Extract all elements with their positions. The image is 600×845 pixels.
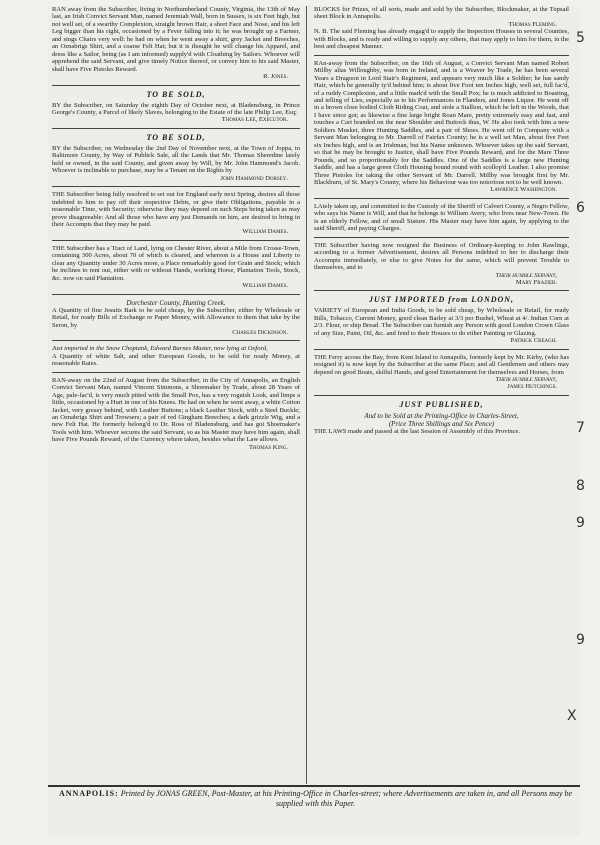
ad-signature: R. Jones. (263, 73, 288, 81)
ad-body: VARIETY of European and India Goods, to be sold cheap, by Wholesale or Retail, for ready Bills, Tobacco, Current Money, good clean Barley at 3/3 per Bushel, Wheat at 4/. Indian Corn at 2/3. Flour, or ship Bread. The Subscriber can furnish any Person with good London Crown Glass of any Size, Paint, Oil, &c. and fend to their Houses to do either Painting or Glazing. (314, 307, 569, 337)
ad-runaway-robert-millby (314, 60, 569, 194)
ad-imported-goods (314, 295, 569, 344)
imprint-footer (58, 789, 573, 808)
ad-heading: JUST PUBLISHED, (399, 399, 484, 409)
ad-signature: Thomas Fleming. (508, 20, 557, 28)
ad-ferry (314, 354, 569, 391)
margin-mark: 7 (576, 420, 585, 436)
margin-mark: 5 (576, 30, 585, 46)
ad-closing: Their humble Servant, (495, 376, 557, 384)
ad-line2: (Price Three Shillings and Six Pence) (388, 419, 495, 428)
ad-white-salt (52, 345, 300, 367)
ad-frazier-ordinary (314, 242, 569, 287)
divider (314, 395, 569, 396)
ad-note: N. B. The said Fleming has already engag'd to supply the Inspection Houses in several Counties, with Blocks, and is ready and willing to supply any others, that may apply to him for them, in the best and cheapest Manner. (314, 28, 569, 51)
ad-negro-fellow-taken-up (314, 203, 569, 233)
footer-rule (48, 785, 580, 787)
divider (52, 128, 300, 129)
ad-body: THE Subscriber having now resigned the Business of Ordinary-keeping to John Rawlings, according to a former Advertisement, desires all Persons indebted to her to discharge their Accompts immediately, or else to give Notes for the same, which will prevent Trouble to themselves, and to (314, 241, 569, 272)
ad-heading: TO BE SOLD, (146, 89, 206, 99)
ad-heading: TO BE SOLD, (146, 132, 206, 142)
ad-line1: And to be Sold at the Printing-Office in Charles-Street, (364, 411, 519, 420)
ad-signature: James Hutchings. (507, 383, 557, 391)
ad-dames-land (52, 245, 300, 290)
margin-mark: 9 (576, 632, 585, 648)
newspaper-page (48, 6, 580, 836)
ad-runaway-jeremiah-wall (52, 6, 300, 81)
ad-signature: John Hammond Dorsey. (220, 174, 288, 182)
ad-signature: Thomas King. (249, 443, 288, 451)
ad-body: THE Subscriber has a Tract of Land, lying on Chester River, about a Mile from Crosse-Town, containing 300 Acres, about 70 of which is cleared, and whereon is a House and Liberty to clear any Quantity under 30 Acres more, a Place remarkably good for Grain and Stock; which he inclines to rent out, either with or without Hands, working Horse, Plantation Tools, Stock, &c. now on said Plantation. (52, 244, 300, 282)
margin-mark: 8 (576, 478, 585, 494)
ad-signature: William Dames. (242, 282, 288, 290)
column-rule (306, 6, 307, 784)
divider (52, 340, 300, 341)
margin-mark: X (567, 708, 577, 724)
divider (52, 85, 300, 86)
ad-body: A Quantity of white Salt, and other European Goods, to be sold for ready Money, at reasonable Rates. (52, 352, 300, 368)
ad-body: BY the Subscriber, on Saturday the eighth Day of October next, at Bladensburg, in Prince George's County, a Parcel of likely Slaves, belonging to the Estate of the late Philip Lee, Esq; (52, 101, 300, 116)
ad-body: A Quantity of fine Jesuits Bark to be sold cheap, by the Subscriber, either by Wholesale or Retail, for ready Bills of Exchange or Paper Money, with Allowance to them that take by the Seron, by (52, 306, 300, 329)
ad-signature: Patrick Creagh. (510, 337, 557, 345)
margin-mark: 6 (576, 200, 585, 216)
divider (52, 186, 300, 187)
ad-intro: Just imported in the Snow Choptank, Edward Barnes Master, now lying at Oxford, (52, 345, 268, 353)
ad-dames-debts (52, 191, 300, 236)
imprint-text: Printed by JONAS GREEN, Post-Master, at his Printing-Office in Charles-street; where Advertisements are taken in, and all Persons may be supplied with this Paper. (120, 789, 573, 808)
divider (314, 290, 569, 291)
ad-slaves-sale (52, 90, 300, 124)
right-column (314, 6, 569, 438)
divider (52, 240, 300, 241)
ad-body: RAN away from the Subscriber, living in Northumberland County, Virginia, the 13th of May last, an Irish Convict Servant Man, named Jeremiah Wall, born in Sussex, is six Feet high, but not well set, of a swarthy Complexion, straight brown Hair, a short Face and Nose, and his left Leg bigger than his right, occasioned by a Fever falling into it; he was brought up a Farmer, and sings Chairs very well: he had on when he went away a shirt, grey Jacket and Breeches, an Oznabrigs Shirt, and a coarse Felt Hat; but it is thought he will change his Apparel, and dress like a Sailor, being (as I am informed) supply'd with Cloathing by Sailors. Whoever will apprehend the said Servant, and give timely Notice thereof, or convey him to his said Master, shall have Five Pistoles Reward. (52, 6, 300, 73)
ad-signature: Charles Dickinson. (232, 328, 288, 336)
divider (314, 55, 569, 56)
ad-signature: William Dames. (242, 228, 288, 236)
ad-body: BY the Subscriber, on Wednesday the 2nd Day of November next, at the Town of Joppa, in Baltimore County, by Way of Publick Sale, all the Lands that Mr. Thomas Sheredine lately held or owned, in the said County, and given away by Will, by Mr. John Hammond's Jacob. Whoever is inclinable to purchase, may be a Tenant on the Rights by (52, 144, 300, 175)
ad-heading: JUST IMPORTED from LONDON, (368, 295, 515, 305)
ad-body: THE Ferry across the Bay, from Kent Island to Annapolis, formerly kept by Mr. Kirby, (who has resigned it) is now kept by the Subscriber at the same Place; and all Gentlemen and others may depend on good Boats, skilful Hands, and good Entertainment for themselves and Horses, from (314, 353, 569, 376)
ad-body: LAtely taken up, and committed to the Custody of the Sheriff of Calvert County, a Negro Fellow, who says his Name is Will, and that he belongs to William Avery, who lives near New-Town. He is an elderly Fellow, and of small Stature. His Master may have him again, by applying to the said Sheriff, and paying Charges. (314, 202, 569, 233)
ad-body: BLOCKS for Prizes, of all sorts, made and sold by the Subscriber, Blockmaker, at the Topsail sheet Block in Annapolis. (314, 6, 569, 21)
ad-runaway-vincent-simmons (52, 377, 300, 452)
ad-body: RAn-away from the Subscriber, on the 16th of August, a Convict Servant Man named Robert Millby alias Willoughby, was born in Ireland, and is a Weaver by Trade, he has been several Years a Dragoon in Lord Stair's Regiment, and appears very much like a Soldier; he has sandy Hair, which he generally ty'd behind him; is about five Foot ten Inches high, well set, full fac'd, of a ruddy Complexion, and a little mark'd with the Small Pox; he is much addicted to Boasting, and telling of Lies, especially as to his Performances in Flanders, and Jones Liquor. He went off in a brown close bodied Cloth Riding Coat, and stole a Stallion, which he left in the Woods, that I have since got; as likewise a fine large bright Roan Mare, pretty extremely easy and fast, and touches a Cart branded on the near Shoulder and Buttock thus, W. He also took with him a new Soldiers Musket, three Hunting Saddles, and a pair of Shoes. He went off in Company with a Servant Man belonging to Mr. Darrell of Fairfax County; he is a well set Man, about five Feet six Inches high, and is an Irishman, but his Name unknown. Whoever takes up the said Servant, so that he may be brought to Justice, shall have Five Pounds Reward, and for the Mare Three Pounds, and so proportionably for the Saddles. One of the Saddles is a large new Hunting Saddle, and has a large green Cloth Housing bound round with scollop'd Leather. I also promise Three Pistoles for taking the other Servant of Mr. Darrell. Millby was brought first by Mr. Blackburn, of St. Mary's County, where his Behaviour was too notorious not to be well known. (314, 59, 569, 186)
ad-location: Dorchester County, Hunting Creek. (126, 298, 226, 307)
ad-closing: Their humble Servant, (495, 271, 557, 279)
margin-mark: 9 (576, 515, 585, 531)
ad-laws-published (314, 400, 569, 435)
ad-blocks-fleming (314, 6, 569, 51)
divider (314, 349, 569, 350)
ad-jesuits-bark (52, 299, 300, 337)
ad-signature: Mary Frazier. (515, 278, 557, 286)
divider (52, 294, 300, 295)
ad-body: THE LAWS made and passed at the last Session of Assembly of this Province. (314, 427, 521, 435)
ad-body: THE Subscriber being fully resolved to set out for England early next Spring, desires all those indebted to him to pay off their respective Debts, or give their Obligations, payable in a reasonable Time, with Security; otherwise they may depend on such Steps being taken as may prove disagreeable: And all those who have any just Demands on him, are desired to bring in their Accompts that they may be paid. (52, 191, 300, 228)
imprint-lead: ANNAPOLIS: (58, 789, 119, 798)
ad-body: RAN-away on the 22nd of August from the Subscriber, in the City of Annapolis, an English Convict Servant Man, named Vincent Simmons, a Shoemaker by Trade, about 28 Years of Age, pale-fac'd, is very much pitted with the Small Pox, has a very roguish Look, and limps a little, occasioned by a Hurt in one of his Knees. He had on when he went away, a white Cotton Jacket, very greasy behind, with Leather Buttons; a black Leather Stock, with a Steel Buckle; an Oznabrigs Shirt and Trowsers; a pair of red Gingham Breeches; a dark grizzle Wig, and a new Felt Hat. He formerly belong'd to Dr. Ross of Bladensburg, and has got Shoemaker's Tools with him. Whoever secures the said Servant, so as his Master may have him again, shall have Five Pounds Reward, of the Currency where taken, besides what the Law allows. (52, 376, 300, 444)
ad-joppa-lands (52, 133, 300, 182)
divider (52, 372, 300, 373)
ad-signature: Thomas Lee, Executor. (221, 116, 288, 124)
left-column (52, 6, 300, 454)
divider (314, 198, 569, 199)
divider (314, 237, 569, 238)
ad-signature: Lawrence Washington. (490, 186, 557, 194)
